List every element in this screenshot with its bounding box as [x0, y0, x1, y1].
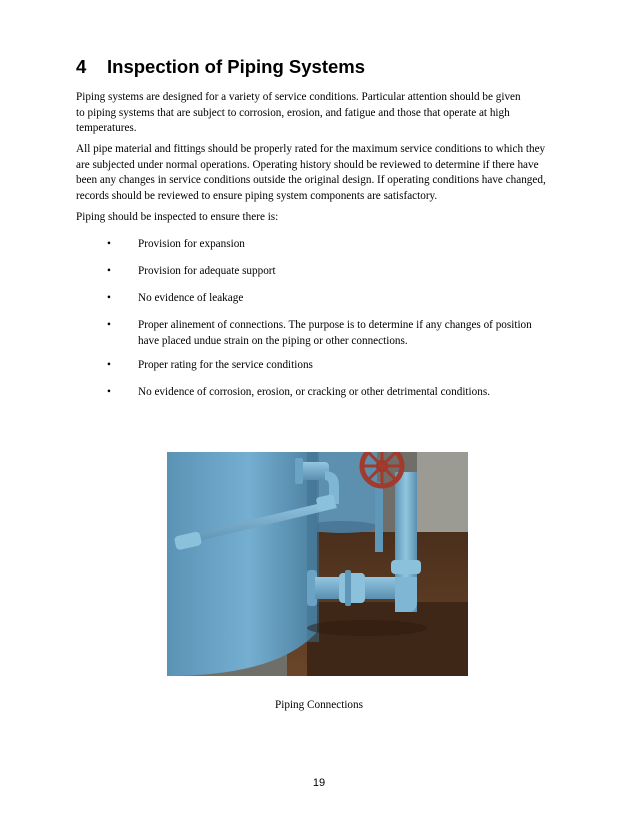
paragraph-line: records should be reviewed to ensure piping system components are satisfactory. — [76, 189, 438, 202]
union-ring — [345, 570, 351, 606]
bullet-marker: • — [107, 319, 111, 331]
paragraph-line: Piping should be inspected to ensure there is: — [76, 211, 279, 223]
paragraph-line: temperatures. — [76, 122, 137, 134]
floor-dark-area — [307, 602, 468, 676]
bullet-text: Provision for adequate support — [138, 265, 276, 277]
pipe-shadow — [307, 620, 427, 636]
paragraph-line: to piping systems that are subject to corrosion, erosion, and fatigue and those that operate at high — [76, 106, 510, 119]
bullet-marker: • — [107, 359, 111, 371]
section-heading — [76, 56, 365, 78]
paragraph-line: are subjected under normal operations. Operating history should be reviewed to determine if there have — [76, 158, 539, 171]
paragraph-inspection-lead — [76, 210, 278, 226]
lower-elbow — [395, 577, 417, 612]
bullet-text: Proper alinement of connections. The purpose is to determine if any changes of position — [138, 319, 532, 331]
bullet-text: Provision for expansion — [138, 238, 245, 250]
bullet-marker: • — [107, 265, 111, 277]
upper-nozzle-flange — [295, 458, 303, 484]
section-title: Inspection of Piping Systems — [107, 56, 366, 77]
pipe-collar — [391, 560, 421, 574]
main-tank — [167, 452, 317, 676]
tank-shadow-edge — [307, 452, 319, 642]
vertical-pipe-thin — [375, 482, 383, 552]
section-number: 4 — [76, 56, 87, 77]
bullet-marker: • — [107, 292, 111, 304]
bullet-text: have placed undue strain on the piping or other connections. — [138, 334, 408, 347]
paragraph-line: All pipe material and fittings should be properly rated for the maximum service conditions to which they — [76, 143, 546, 155]
paragraph-ratings — [76, 142, 546, 204]
figure-caption: Piping Connections — [275, 699, 363, 711]
bullet-marker: • — [107, 386, 111, 398]
paragraph-line: Piping systems are designed for a variety of service conditions. Particular attention should be given — [76, 91, 521, 103]
paragraph-intro — [76, 90, 521, 137]
page-number: 19 — [312, 777, 326, 789]
piping-connections-photo — [167, 452, 468, 676]
upper-nozzle — [299, 462, 329, 480]
bullet-text: No evidence of corrosion, erosion, or cracking or other detrimental conditions. — [138, 386, 490, 398]
bullet-text: No evidence of leakage — [138, 292, 244, 304]
bullet-marker: • — [107, 238, 111, 250]
bullet-text: Proper rating for the service conditions — [138, 359, 313, 371]
union-fitting — [339, 573, 365, 603]
paragraph-line: been any changes in service conditions outside the original design. If operating conditions have changed, — [76, 174, 546, 186]
